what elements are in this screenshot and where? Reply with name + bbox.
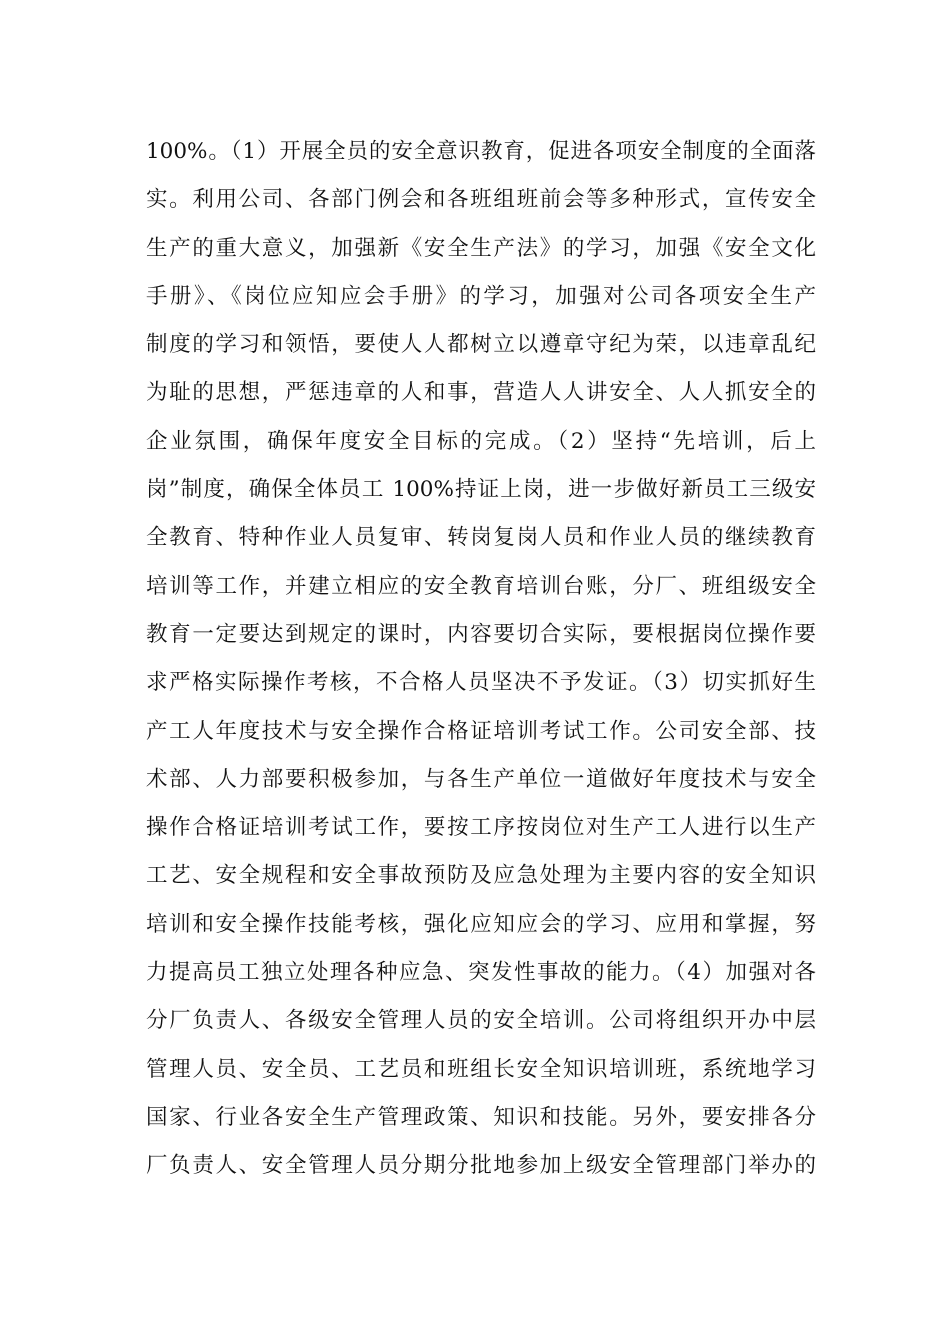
text-line: 力提高员工独立处理各种应急、突发性事故的能力。（4）加强对各 (146, 960, 816, 986)
text-line: 培训等工作，并建立相应的安全教育培训台账，分厂、班组级安全 (146, 573, 816, 599)
text-line: 分厂负责人、各级安全管理人员的安全培训。公司将组织开办中层 (146, 1008, 816, 1034)
text-line: 全教育、特种作业人员复审、转岗复岗人员和作业人员的继续教育 (146, 525, 816, 551)
text-line: 教育一定要达到规定的课时，内容要切合实际，要根据岗位操作要 (146, 621, 816, 647)
text-line: 工艺、安全规程和安全事故预防及应急处理为主要内容的安全知识 (146, 863, 816, 889)
text-line: 岗”制度，确保全体员工 100%持证上岗，进一步做好新员工三级安 (146, 477, 816, 503)
text-line: 培训和安全操作技能考核，强化应知应会的学习、应用和掌握，努 (146, 911, 816, 937)
text-line: 厂负责人、安全管理人员分期分批地参加上级安全管理部门举办的 (146, 1153, 816, 1179)
text-line: 制度的学习和领悟，要使人人都树立以遵章守纪为荣，以违章乱纪 (146, 332, 816, 358)
text-line: 实。利用公司、各部门例会和各班组班前会等多种形式，宣传安全 (146, 187, 816, 213)
text-line: 企业氛围，确保年度安全目标的完成。（2）坚持“先培训，后上 (146, 428, 816, 454)
text-line: 求严格实际操作考核，不合格人员坚决不予发证。（3）切实抓好生 (146, 670, 816, 696)
text-line: 手册》、《岗位应知应会手册》的学习，加强对公司各项安全生产 (146, 283, 816, 309)
text-line: 操作合格证培训考试工作，要按工序按岗位对生产工人进行以生产 (146, 815, 816, 841)
text-line: 生产的重大意义，加强新《安全生产法》的学习，加强《安全文化 (146, 235, 816, 261)
text-line: 为耻的思想，严惩违章的人和事，营造人人讲安全、人人抓安全的 (146, 380, 816, 406)
text-line: 管理人员、安全员、工艺员和班组长安全知识培训班，系统地学习 (146, 1056, 816, 1082)
text-line: 术部、人力部要积极参加，与各生产单位一道做好年度技术与安全 (146, 766, 816, 792)
text-line: 产工人年度技术与安全操作合格证培训考试工作。公司安全部、技 (146, 718, 816, 744)
text-line: 100%。（1）开展全员的安全意识教育，促进各项安全制度的全面落 (146, 139, 816, 164)
text-line: 国家、行业各安全生产管理政策、知识和技能。另外，要安排各分 (146, 1104, 816, 1130)
body-paragraph (146, 128, 816, 1191)
